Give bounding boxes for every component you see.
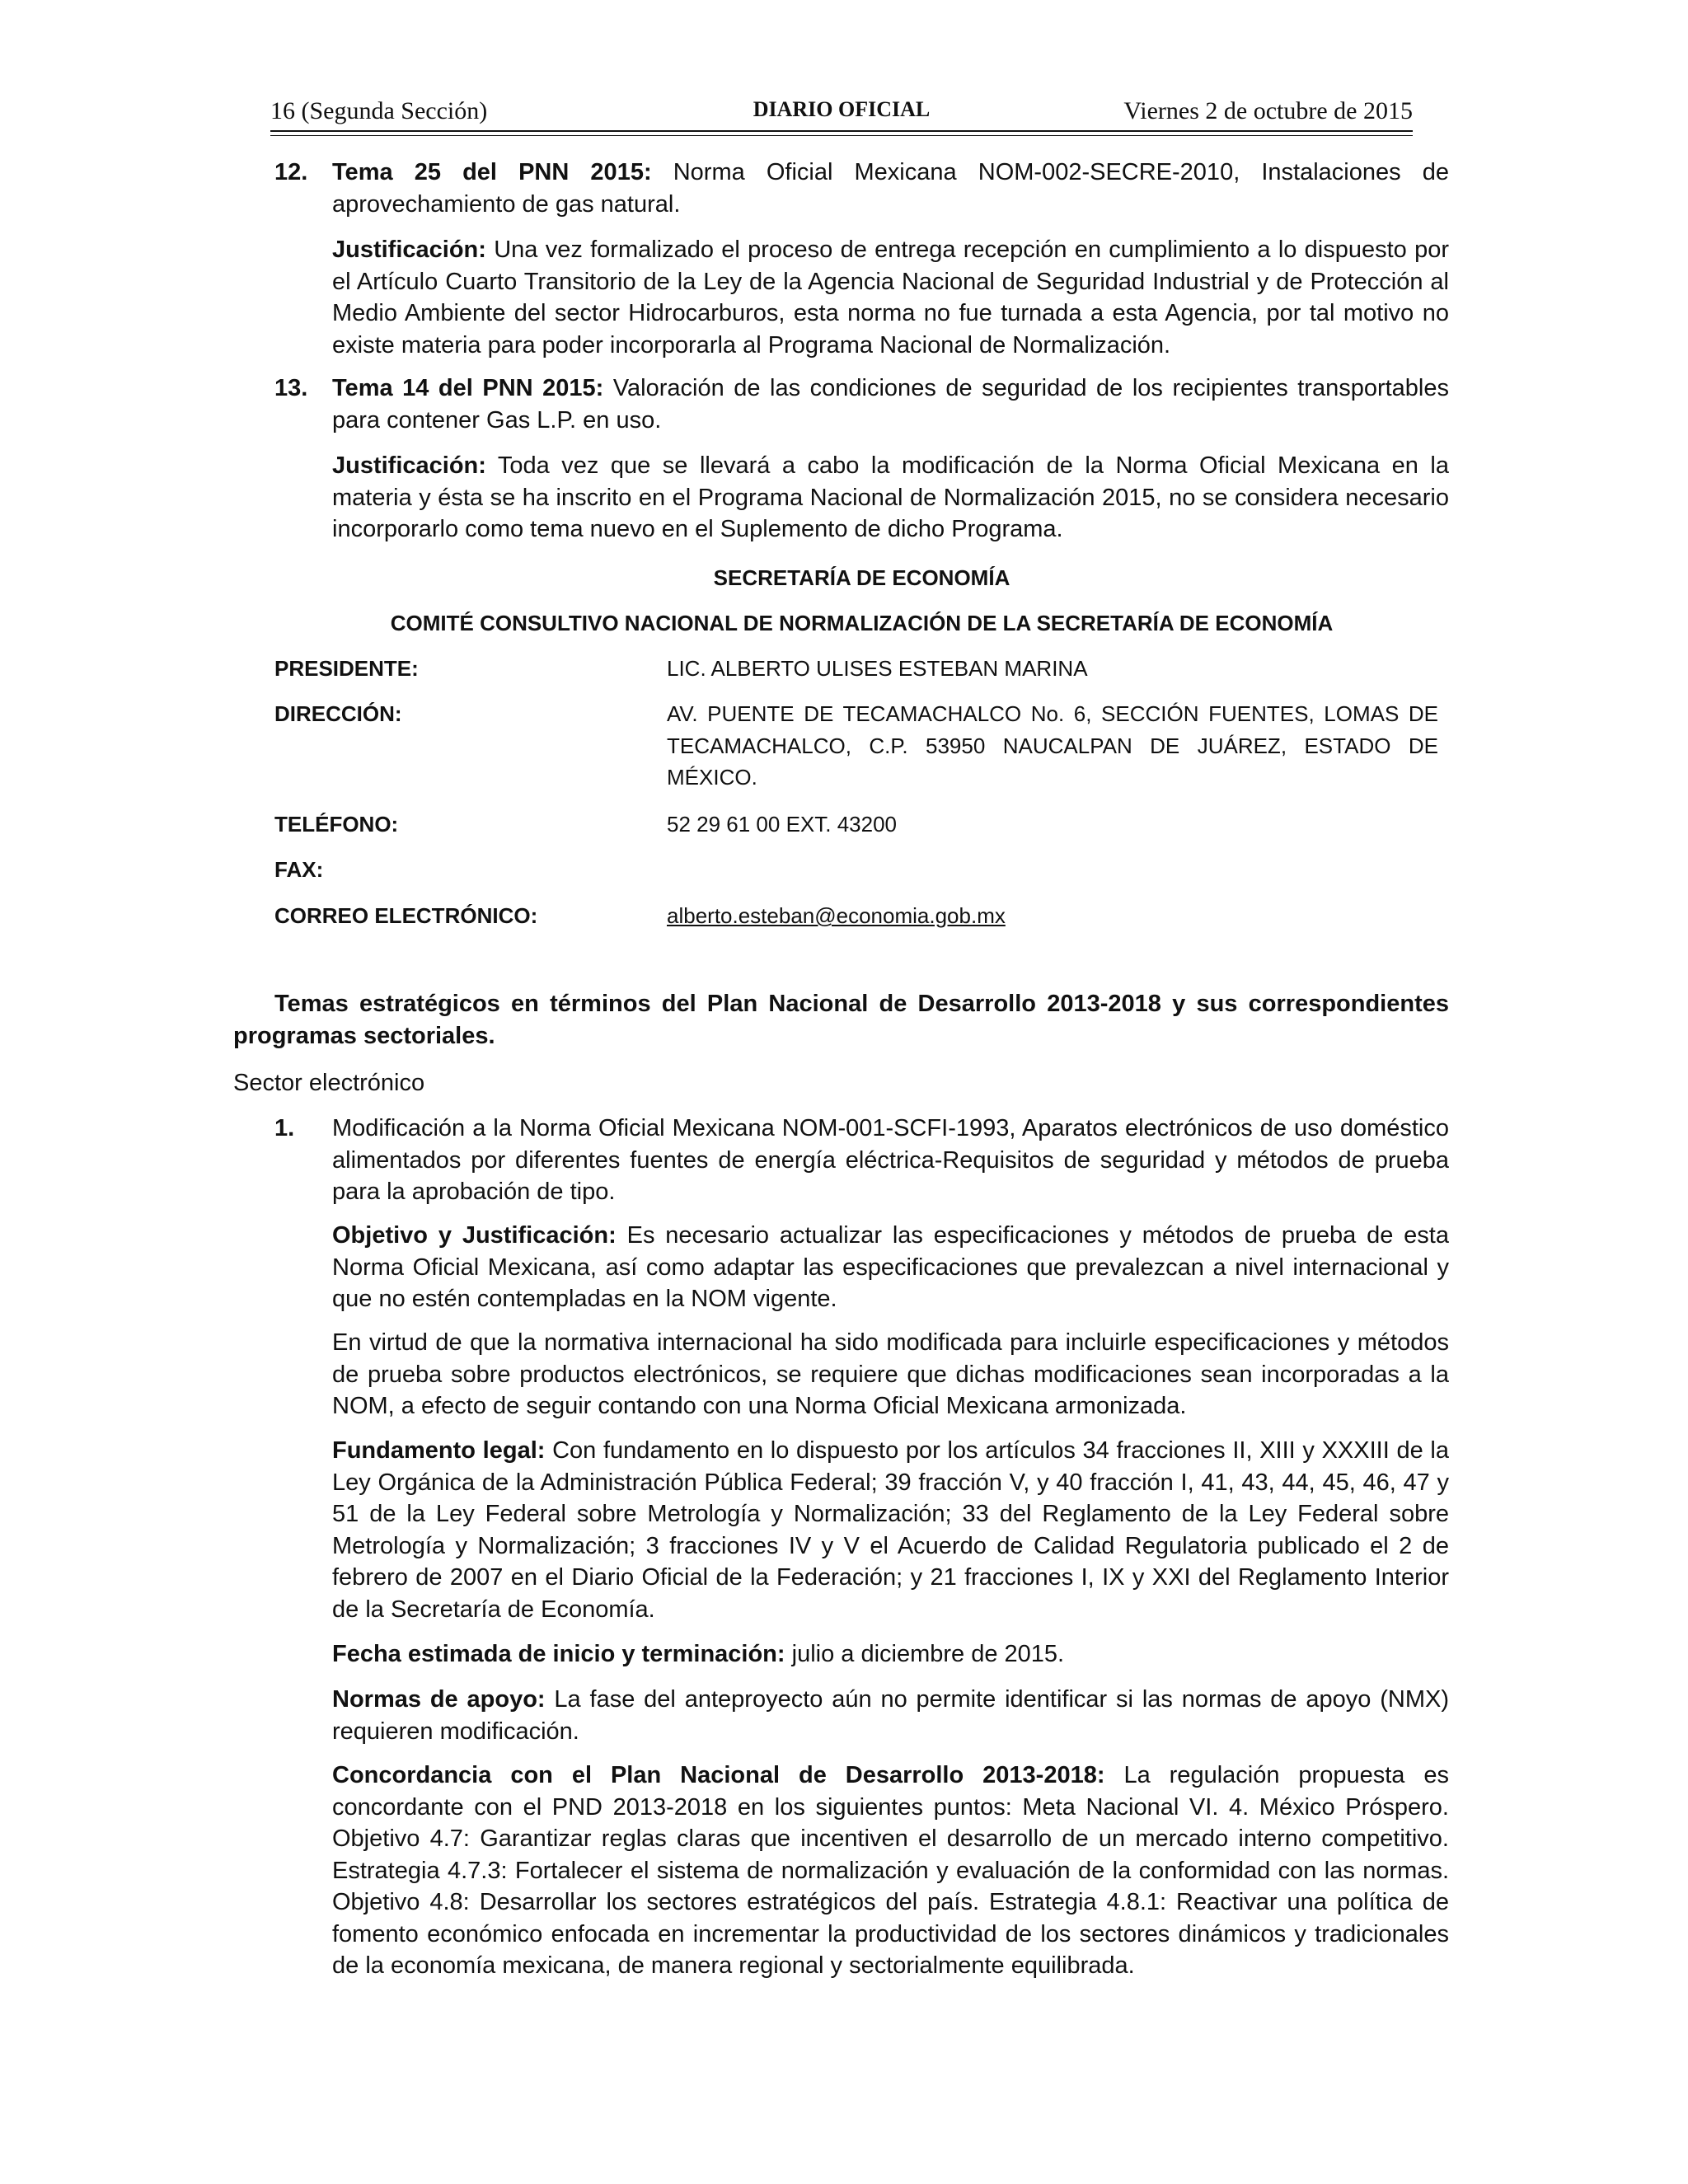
item-title-bold: Tema 14 del PNN 2015: [332,375,604,401]
fecha-paragraph [332,1638,1449,1671]
presidente-label: PRESIDENTE: [274,656,419,681]
fundamento-label: Fundamento legal: [332,1437,546,1464]
item-title [332,157,1449,220]
header-rule [270,130,1413,132]
fax-label: FAX: [274,857,324,882]
fecha-text: julio a diciembre de 2015. [785,1641,1065,1667]
normas-text: La fase del anteproyecto aún no permite identificar si las normas de apoyo (NMX) requieren modificación. [332,1686,1449,1745]
item-title [332,373,1449,436]
comite-heading: COMITÉ CONSULTIVO NACIONAL DE NORMALIZACIÓN DE LA SECRETARÍA DE ECONOMÍA [390,611,1334,635]
fecha-label: Fecha estimada de inicio y terminación: [332,1641,785,1667]
objetivo-label: Objetivo y Justificación: [332,1222,617,1249]
justificacion-text: Una vez formalizado el proceso de entrega recepción en cumplimiento a lo dispuesto por el Artículo Cuarto Transitorio de la Ley de la Agencia Nacional de Seguridad Industrial y de Protección al Medio Ambiente del sector Hidrocarburos, esta norma no fue turnada a esta Agencia, por tal motivo no existe materia para poder incorporarla al Programa Nacional de Normalización. [332,237,1449,359]
concordancia-paragraph [332,1760,1449,1982]
fundamento-text: Con fundamento en lo dispuesto por los artículos 34 fracciones II, XIII y XXXIII de la Ley Orgánica de la Administración Pública Federal; 39 fracción V, y 40 fracción I, 41, 43, 44, 45, 46, 47 y 51 de la Ley Federal sobre Metrología y Normalización; 33 del Reglamento de la Ley Federal sobre Metrología y Normalización; 3 fracciones IV y V el Acuerdo de Calidad Regulatoria publicado el 2 de febrero de 2007 en el Diario Oficial de la Federación; y 21 fracciones I, IX y XXI del Reglamento Interior de la Secretaría de Economía. [332,1437,1449,1623]
telefono-label: TELÉFONO: [274,812,399,837]
sector-label: Sector electrónico [233,1070,425,1096]
direccion-label: DIRECCIÓN: [274,701,402,726]
item-number: 1. [274,1115,295,1141]
header-rule-thin [270,135,1413,136]
telefono-value: 52 29 61 00 EXT. 43200 [667,812,898,837]
header-date: Viernes 2 de octubre de 2015 [1123,97,1413,124]
justificacion-label: Justificación: [332,237,486,263]
objetivo-text: Es necesario actualizar las especificaciones y métodos de prueba de esta Norma Oficial Mexicana, así como adaptar las especificaciones que prevalezcan a nivel internacional y que no estén contempladas en la NOM vigente. [332,1222,1449,1312]
page-header [270,94,1413,132]
item-title-text: Valoración de las condiciones de seguridad de los recipientes transportables para contener Gas L.P. en uso. [332,375,1449,434]
item-13 [233,373,1449,438]
normas-paragraph [332,1684,1449,1747]
presidente-value: LIC. ALBERTO ULISES ESTEBAN MARINA [667,656,1088,681]
justificacion-text: Toda vez que se llevará a cabo la modificación de la Norma Oficial Mexicana en la materia y ésta se ha inscrito en el Programa Nacional de Normalización 2015, no se considera necesario incorporarlo como tema nuevo en el Suplemento de dicho Programa. [332,452,1449,542]
item-title-bold: Tema 25 del PNN 2015: [332,159,652,185]
item-1-title: Modificación a la Norma Oficial Mexicana NOM-001-SCFI-1993, Aparatos electrónicos de uso doméstico alimentados por diferentes fuentes de energía eléctrica-Requisitos de seguridad y métodos de prueba para la aprobación de tipo. [332,1115,1449,1205]
item-number: 12. [274,159,308,185]
concordancia-label: Concordancia con el Plan Nacional de Desarrollo 2013-2018: [332,1762,1105,1788]
objetivo-paragraph [332,1220,1449,1315]
header-publication: DIARIO OFICIAL [753,97,931,121]
item-number: 13. [274,375,308,401]
justificacion-label: Justificación: [332,452,486,479]
correo-label: CORREO ELECTRÓNICO: [274,903,538,928]
concordancia-text: La regulación propuesta es concordante con el PND 2013-2018 en los siguientes puntos: Meta Nacional VI. 4. México Próspero. Objetivo 4.7: Garantizar reglas claras que incentiven el desarrollo de un mercado interno competitivo. Estrategia 4.7.3: Fortalecer el sistema de normalización y evaluación de la conformidad con las normas. Objetivo 4.8: Desarrollar los sectores estratégicos del país. Estrategia 4.8.1: Reactivar una política de fomento económico enfocada en incrementar la productividad de los sectores dinámicos y tradicionales de la economía mexicana, de manera regional y sectorialmente equilibrada. [332,1762,1449,1979]
correo-link[interactable]: alberto.esteban@economia.gob.mx [667,903,1006,928]
item-12 [233,157,1449,223]
secretaria-heading: SECRETARÍA DE ECONOMÍA [713,565,1010,590]
header-page-section: 16 (Segunda Sección) [270,97,488,124]
item-12-justificacion [332,234,1449,361]
direccion-value: AV. PUENTE DE TECAMACHALCO No. 6, SECCIÓN FUENTES, LOMAS DE TECAMACHALCO, C.P. 53950 NAUCALPAN DE JUÁREZ, ESTADO DE MÉXICO. [667,701,1438,790]
item-13-justificacion [332,450,1449,546]
normas-label: Normas de apoyo: [332,1686,546,1713]
temas-heading: Temas estratégicos en términos del Plan Nacional de Desarrollo 2013-2018 y sus correspondientes programas sectoriales. [233,991,1449,1049]
fundamento-paragraph [332,1435,1449,1625]
item-title-text: Norma Oficial Mexicana NOM-002-SECRE-2010, Instalaciones de aprovechamiento de gas natural. [332,159,1449,218]
virtud-paragraph: En virtud de que la normativa internacional ha sido modificada para incluirle especificaciones y métodos de prueba sobre productos electrónicos, se requiere que dichas modificaciones sean incorporadas a la NOM, a efecto de seguir contando con una Norma Oficial Mexicana armonizada. [332,1329,1449,1419]
